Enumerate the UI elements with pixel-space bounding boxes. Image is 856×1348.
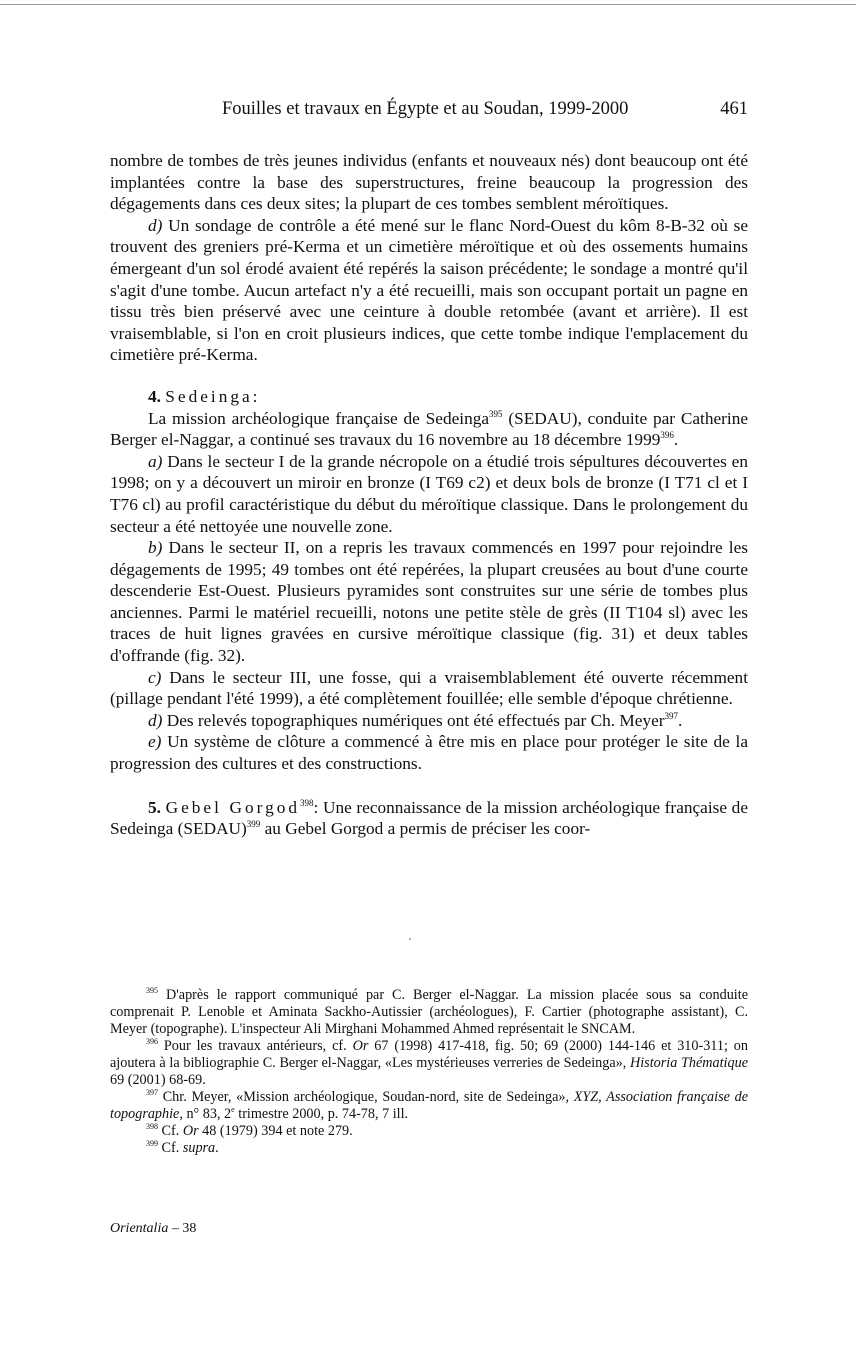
item-label: a) [148,451,163,471]
item-label: c) [148,667,162,687]
page-footer [110,1221,196,1237]
signature-number: – 38 [168,1221,197,1236]
footnote-396 [110,1038,748,1089]
journal-abbrev: Or [182,1123,199,1139]
paragraph-text: Un sondage de contrôle a été mené sur le flanc Nord-Ouest du kôm 8-B-32 où se trouvent des greniers pré-Kerma et un cimetière méroïtique et où des ossements humains émergeant d'un sol érodé avaient été repérés la saison précédente; le sondage a montré qu'il s'agit d'une tombe. Aucun artefact n'y a été recueilli, mais son occupant portait un pagne en tissu très bien préservé avec une ceinture à double retombée (avant et arrière). Il est vraisemblable, si l'on en croit plusieurs indices, que cette tombe indique l'emplacement du cimetière pré-Kerma. [110,215,748,365]
footnote-number: 399 [146,1139,158,1148]
paragraph-sedeinga-intro [110,408,748,451]
footnote-text: Cf. [158,1123,183,1139]
footnote-number: 398 [146,1122,158,1131]
footnote-398 [110,1123,748,1140]
section-title: Gebel Gorgod [165,797,301,817]
paragraph-text: (SEDAU), conduite par Catherine Berger el-Naggar, a continué ses travaux du 16 novembre au 18 décembre 1999 [110,408,749,450]
footnote-397 [110,1089,748,1123]
section-number: 4. [148,386,161,406]
footnote-text: D'après le rapport communiqué par C. Berger el-Naggar. La mission placée sous sa conduite comprenait P. Lenoble et Aminata Sackho-Autissier (archéologues), F. Cartier (photographe assistant), C. Meyer (topographe). L'inspecteur Ali Mirghani Mohammed Ahmed représentait le SNCAM. [110,987,748,1037]
footnote-number: 396 [146,1037,158,1046]
running-head [110,97,748,121]
item-label: b) [148,538,163,558]
item-label: d) [148,215,163,235]
footnote-number: 395 [146,986,158,995]
journal-title: XYZ, Association française de topographie [110,1089,748,1122]
section-number: 5. [148,797,161,817]
scan-speck [409,938,411,940]
journal-abbrev: Or [352,1038,369,1054]
item-label: d) [148,710,163,730]
paragraph-b [110,537,748,667]
paragraph-text: Un système de clôture a commencé à être mis en place pour protéger le site de la progression des cultures et des constructions. [110,732,748,774]
footnote-text: 69 (2001) 68-69. [110,1072,206,1088]
paragraph-text: : Une reconnaissance de la mission archéologique française de Sedeinga (SEDAU) [110,797,748,839]
footnotes [110,987,748,1157]
main-text [110,150,748,840]
footnote-ref: 396 [660,430,674,441]
page-number: 461 [720,99,748,119]
paragraph-d [110,710,748,732]
footnote-399 [110,1140,748,1157]
footnote-ref: 398 [300,797,314,808]
footnote-text: . [215,1140,219,1156]
running-title: Fouilles et travaux en Égypte et au Soudan, 1999-2000 [222,99,629,119]
footnote-text: Cf. [158,1140,183,1156]
footnote-text: Pour les travaux antérieurs, cf. [158,1038,353,1054]
footnote-number: 397 [146,1088,158,1097]
paragraph-a [110,451,748,537]
cross-reference: supra [182,1140,216,1156]
paragraph-c [110,667,748,710]
paragraph-e [110,731,748,774]
paragraph-continued: nombre de tombes de très jeunes individus (enfants et nouveaux nés) dont beaucoup ont été implantées contre la base des superstructures, freine beaucoup la progression des dégagements dans ces deux sites; la plupart de ces tombes semblent méroïtiques. [110,151,748,214]
paragraph-text: Dans le secteur III, une fosse, qui a vraisemblablement été ouverte récemment (pillage pendant l'été 1999), a été complètement fouillée; elle semble d'époque chrétienne. [110,667,748,709]
footnote-text: 48 (1979) 394 et note 279. [198,1123,353,1139]
top-rule [0,4,856,5]
footnote-text: trimestre 2000, p. 74-78, 7 ill. [234,1106,409,1122]
footnote-ref: 397 [664,710,679,721]
section-4-heading [110,386,748,408]
paragraph-d-sondage [110,215,748,366]
paragraph-text: Dans le secteur II, on a repris les travaux commencés en 1997 pour rejoindre les dégagements de 1995; 49 tombes ont été repérées, la plupart creusées au bout d'une courte descenderie Est-Ouest. Plusieurs pyramides sont construites sur une série de tombes plus anciennes. Parmi le matériel recueilli, notons une petite stèle de grès (II T104 sl) avec les traces de huit lignes gravées en cursive méroïtique classique (fig. 31) et deux tables d'offrande (fig. 32). [110,538,748,666]
footnote-395 [110,987,748,1038]
paragraph-text: Des relevés topographiques numériques ont été effectués par Ch. Meyer [162,710,665,730]
item-label: e) [148,732,162,752]
footnote-text: Chr. Meyer, «Mission archéologique, Soudan-nord, site de Sedeinga», [158,1089,574,1105]
journal-name: Orientalia [110,1221,169,1236]
footnote-text: , n° 83, 2 [179,1106,232,1122]
ordinal-suffix: e [231,1105,235,1114]
journal-title: Historia Thématique [629,1055,748,1071]
paragraph-text: Dans le secteur I de la grande nécropole on a étudié trois sépultures découvertes en 1998; on y a découvert un miroir en bronze (I T69 c2) et deux bols de bronze (I T71 cl et I T76 cl) au profil caractéristique du début du méroïtique classique. Dans le prolongement du secteur a été nettoyée une nouvelle zone. [110,451,748,536]
footnote-text: 67 (1998) 417-418, fig. 50; 69 (2000) 144-146 et 310-311; on ajoutera à la bibliographie C. Berger el-Naggar, «Les mystérieuses verreries de Sedeinga», [110,1038,748,1071]
paragraph-text: . [678,710,683,730]
paragraph-text: La mission archéologique française de Sedeinga [148,408,490,428]
paragraph-text: au Gebel Gorgod a permis de préciser les coor- [260,819,591,839]
section-title: Sedeinga: [165,386,261,406]
footnote-ref: 399 [246,819,261,830]
footnote-ref: 395 [489,408,503,419]
paragraph-text: . [673,430,679,450]
section-5-heading [110,797,748,840]
